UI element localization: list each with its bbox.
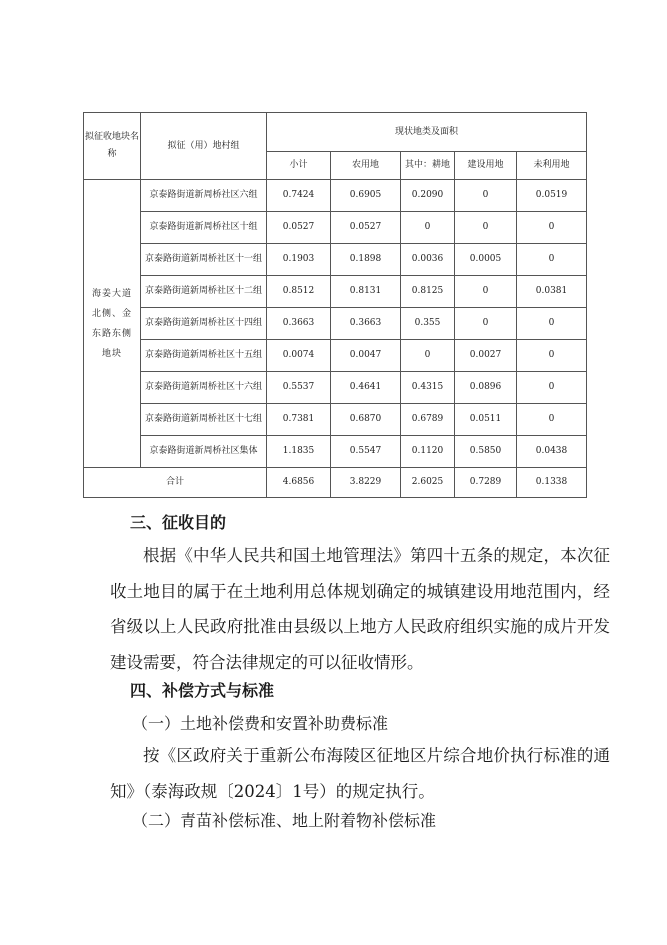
value-cell: 0.7381 [267,404,331,436]
value-cell: 0.1898 [331,244,401,276]
table-total-row [84,468,587,498]
value-cell: 0 [517,340,587,372]
header-land-type-group: 现状地类及面积 [267,113,587,152]
value-cell: 0 [455,212,517,244]
value-cell: 0.0527 [331,212,401,244]
value-cell: 0 [517,244,587,276]
value-cell: 0.0527 [267,212,331,244]
value-cell: 0.3663 [331,308,401,340]
section4-paragraph: 按《区政府关于重新公布海陵区征地区片综合地价执行标准的通知》（泰海政规〔2024〕1号）的规定执行。 [110,746,610,801]
header-village: 拟征（用）地村组 [141,113,267,180]
table-row [84,404,587,436]
value-cell: 0.0519 [517,180,587,212]
value-cell: 0.5547 [331,436,401,468]
village-cell: 京泰路街道新周桥社区十四组 [141,308,267,340]
section3-title: 三、征收目的 [130,513,227,532]
table-row [84,244,587,276]
village-cell: 京泰路街道新周桥社区十组 [141,212,267,244]
value-cell: 0.3663 [267,308,331,340]
header-col-cultivated: 其中：耕地 [401,152,455,180]
value-cell: 1.1835 [267,436,331,468]
value-cell: 0 [517,308,587,340]
header-col-unused: 未利用地 [517,152,587,180]
value-cell: 0.8131 [331,276,401,308]
value-cell: 0 [455,276,517,308]
value-cell: 0.0027 [455,340,517,372]
village-cell: 京泰路街道新周桥社区集体 [141,436,267,468]
value-cell: 0.4641 [331,372,401,404]
total-cell: 2.6025 [401,468,455,498]
header-col-subtotal: 小计 [267,152,331,180]
value-cell: 0 [401,212,455,244]
section4-subtitle-2: （二）青苗补偿标准、地上附着物补偿标准 [132,811,437,830]
section3-paragraph: 根据《中华人民共和国土地管理法》第四十五条的规定，本次征收土地目的属于在土地利用总体规划确定的城镇建设用地范围内，经省级以上人民政府批准由县级以上地方人民政府组织实施的成片开发建设需要，符合法律规定的可以征收情形。 [110,546,610,672]
value-cell: 0.0005 [455,244,517,276]
header-col-construction: 建设用地 [455,152,517,180]
total-cell: 0.1338 [517,468,587,498]
value-cell: 0 [401,340,455,372]
table-row [84,372,587,404]
land-area-table [83,112,587,498]
value-cell: 0.0896 [455,372,517,404]
value-cell: 0.1120 [401,436,455,468]
value-cell: 0.6870 [331,404,401,436]
total-cell: 0.7289 [455,468,517,498]
total-label: 合计 [84,468,267,498]
value-cell: 0.5850 [455,436,517,468]
table-row [84,308,587,340]
value-cell: 0.8512 [267,276,331,308]
value-cell: 0.0511 [455,404,517,436]
value-cell: 0 [517,212,587,244]
value-cell: 0.1903 [267,244,331,276]
total-cell: 3.8229 [331,468,401,498]
table-row [84,212,587,244]
table-row [84,276,587,308]
value-cell: 0 [455,180,517,212]
section4-title: 四、补偿方式与标准 [130,681,275,700]
table-row [84,340,587,372]
value-cell: 0.7424 [267,180,331,212]
village-cell: 京泰路街道新周桥社区十一组 [141,244,267,276]
table-row [84,436,587,468]
village-cell: 京泰路街道新周桥社区十五组 [141,340,267,372]
value-cell: 0.0438 [517,436,587,468]
value-cell: 0.0047 [331,340,401,372]
value-cell: 0 [517,372,587,404]
value-cell: 0.6789 [401,404,455,436]
village-cell: 京泰路街道新周桥社区十六组 [141,372,267,404]
value-cell: 0.6905 [331,180,401,212]
village-cell: 京泰路街道新周桥社区十二组 [141,276,267,308]
value-cell: 0.355 [401,308,455,340]
value-cell: 0.5537 [267,372,331,404]
value-cell: 0.0074 [267,340,331,372]
value-cell: 0.0381 [517,276,587,308]
village-cell: 京泰路街道新周桥社区十七组 [141,404,267,436]
total-cell: 4.6856 [267,468,331,498]
section4-subtitle-1: （一）土地补偿费和安置补助费标准 [132,714,389,733]
area-name-cell: 海姜大道北侧、金东路东侧地块 [84,180,141,468]
value-cell: 0 [455,308,517,340]
header-col-agricultural: 农用地 [331,152,401,180]
value-cell: 0.8125 [401,276,455,308]
village-cell: 京泰路街道新周桥社区六组 [141,180,267,212]
header-area-name: 拟征收地块名称 [84,113,141,180]
table-row [84,180,587,212]
value-cell: 0.4315 [401,372,455,404]
value-cell: 0.2090 [401,180,455,212]
value-cell: 0 [517,404,587,436]
value-cell: 0.0036 [401,244,455,276]
